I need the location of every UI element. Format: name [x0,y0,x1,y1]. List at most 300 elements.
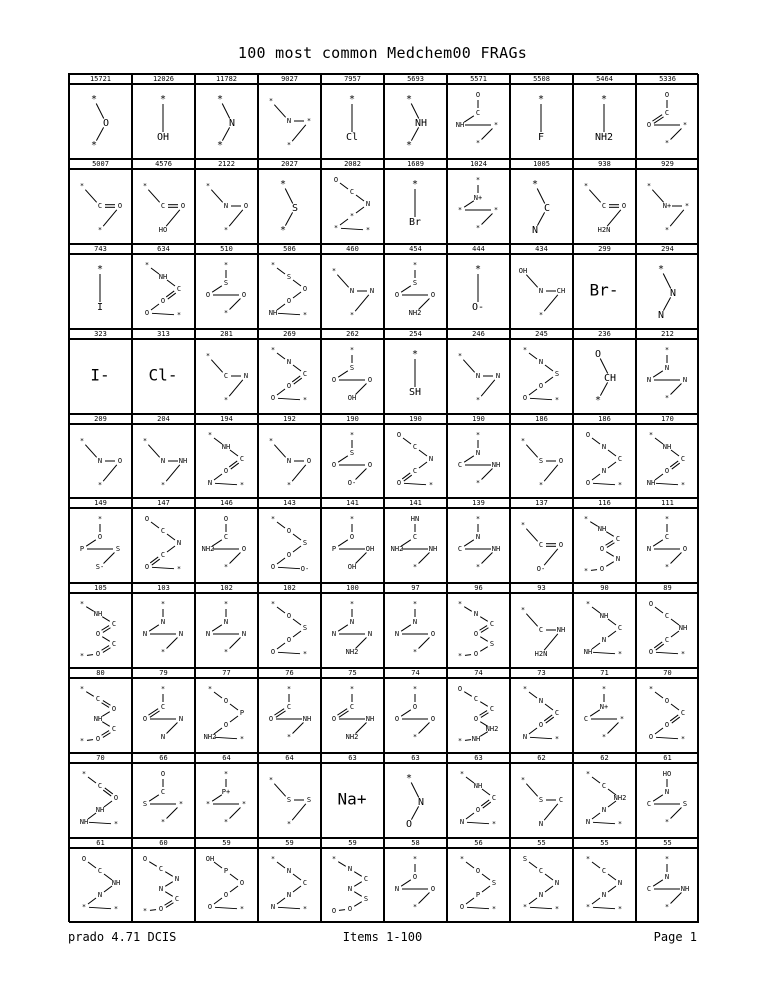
bond [356,468,367,479]
bond [338,862,346,867]
bond [411,807,418,820]
fragment-cell [447,498,510,583]
fragment-structure [511,594,572,666]
atom-label: N [394,885,400,894]
bond [356,195,364,201]
fragment-cell [636,753,699,838]
atom-label: C [412,533,418,542]
bond [165,882,173,887]
fragment-count: 80 [70,669,131,679]
atom-label: * [302,650,308,659]
atom-label: * [538,480,544,489]
bond [655,692,663,698]
bond [277,522,285,528]
atom-label: O [239,879,245,888]
bond [401,880,411,886]
fragment-cell [258,414,321,499]
atom-label: N [664,788,670,797]
atom-label: * [594,394,602,406]
atom-label: * [682,121,688,129]
fragment-cell [258,74,321,159]
fragment-structure [322,425,383,497]
fragment-count: 5336 [637,75,698,85]
atom-label: * [79,737,85,746]
atom-label: * [648,430,654,439]
fragment-structure [448,340,509,412]
fragment-count: 262 [322,330,383,340]
bond [419,893,430,904]
fragment-structure [259,509,320,581]
atom-label: N [615,555,621,564]
atom-label: NH [471,735,481,744]
bond [526,529,537,542]
bond [401,625,411,631]
bond [608,631,616,637]
atom-label: O [223,466,229,475]
bond [166,291,174,297]
bond [530,398,552,399]
atom-label: S [491,879,497,888]
bond [483,802,491,808]
fragment-count: 62 [574,754,635,764]
bond [149,625,159,631]
fragment-cell [510,244,573,329]
atom-label: * [79,181,85,190]
bond [354,902,362,907]
atom-label: * [223,260,229,269]
fragment-structure [133,85,194,157]
atom-label: C [111,620,117,629]
atom-label: * [113,820,119,829]
bond [293,534,301,540]
bond [230,638,241,649]
bond [96,103,104,118]
atom-label: * [270,600,276,609]
atom-label: * [522,345,528,354]
bond [608,450,616,456]
atom-label: N [459,818,465,827]
atom-label: * [664,855,670,864]
atom-label: P [79,545,85,554]
fragment-count: 454 [385,245,446,255]
bond [338,625,348,631]
bond [670,715,678,721]
bond [168,293,176,299]
atom-label: O [664,697,670,706]
fragment-structure [511,509,572,581]
fragment-cell [195,838,258,923]
fragment-structure [70,679,131,751]
atom-label: C [538,541,544,550]
atom-label: SH [408,386,422,398]
bond [214,898,222,904]
fragment-count: 90 [574,584,635,594]
atom-label: S [538,456,544,465]
fragment-cell [573,414,636,499]
atom-label: * [333,223,339,232]
bond [151,304,159,310]
fragment-count: 1005 [511,160,572,170]
bond [419,553,430,564]
fragment-count: 929 [637,160,698,170]
bond [481,800,489,806]
fragment-cell [384,753,447,838]
atom-label: * [412,648,418,657]
atom-label: S [349,363,355,372]
fragment-cell [636,498,699,583]
fragment-structure [322,170,383,242]
atom-label: NH [178,456,188,465]
fragment-count: 66 [133,754,194,764]
atom-label: * [302,310,308,319]
bond [88,898,96,904]
atom-label: N [669,287,677,299]
fragment-count: 139 [448,499,509,509]
fragment-structure [259,679,320,751]
atom-label: * [270,345,276,354]
bond [529,692,537,698]
bond [277,558,285,564]
atom-label: O [459,903,465,912]
atom-label: O [367,375,373,384]
fragment-count: 5464 [574,75,635,85]
fragment-count: 97 [385,584,446,594]
atom-label: * [475,139,481,147]
atom-label: N [538,357,544,366]
bond [526,444,537,457]
atom-label: * [81,903,87,912]
fragment-count: 209 [70,415,131,425]
atom-label: N [243,371,249,380]
bond [278,568,300,569]
atom-label: NH [111,879,121,888]
bond [285,188,293,203]
fragment-cell [573,74,636,159]
atom-label: S [554,369,560,378]
bond [292,464,306,480]
fragment-cell [636,583,699,668]
atom-label: O- [347,478,357,487]
bond [89,907,111,908]
bond [466,898,474,904]
fragment-count: 73 [511,669,572,679]
fragment-cell [258,583,321,668]
fragment-count: 59 [196,839,257,849]
atom-label: O [81,855,87,864]
bond [592,643,600,649]
atom-label: N [97,456,103,465]
fragment-structure [196,764,257,836]
fragment-cell [258,329,321,414]
bond [608,886,616,892]
atom-label: C [97,782,103,791]
atom-label: N [286,357,292,366]
bond [102,617,110,622]
atom-label: * [475,515,481,524]
bond [419,638,430,649]
atom-label: * [520,436,526,445]
fragment-cell [384,668,447,753]
bond [607,210,621,226]
fragment-cell [573,583,636,668]
atom-label: * [160,648,166,657]
bond [545,704,553,710]
atom-label: * [268,97,274,105]
atom-label: O [349,533,355,542]
atom-label: O [682,545,688,554]
atom-label: NH [428,545,438,554]
atom-label: C [412,442,418,451]
bond [671,704,679,710]
bond [167,723,178,734]
fragment-structure [259,85,320,157]
bond [404,475,412,481]
bond [544,715,552,721]
atom-label: * [79,652,85,661]
atom-label: * [331,266,337,275]
atom-label: * [286,480,292,489]
fragment-count: 111 [637,499,698,509]
fragment-cell [384,498,447,583]
atom-label: * [520,606,526,615]
atom-label: N [682,375,688,384]
bond [545,886,553,892]
atom-label: S [349,448,355,457]
bond [401,710,411,716]
bond [480,617,488,622]
bond [293,280,301,286]
atom-label: N [286,456,292,465]
atom-label: * [619,715,625,724]
bond [150,557,158,563]
atom-label: NH [414,118,428,129]
bond [608,619,616,625]
atom-label: N [205,630,211,639]
atom-label: * [664,225,670,234]
atom-label: OH [518,266,528,275]
atom-label: OH [347,563,357,572]
atom-label: * [600,94,608,105]
atom-label: N [142,630,148,639]
atom-label: * [475,175,481,184]
fragment-structure [574,509,635,581]
bond [537,188,545,203]
atom-label: N [538,697,544,706]
atom-label: S [302,624,308,633]
fragment-count: 11782 [196,75,257,85]
atom-label: N [531,224,539,236]
bond [215,738,237,739]
atom-label: C [538,867,544,876]
atom-label: O [117,456,123,465]
ion-label: Br- [589,280,619,300]
fragment-cell [447,668,510,753]
fragment-structure [259,170,320,242]
atom-label: O [648,600,654,609]
bond [230,553,241,564]
fragment-structure [637,340,698,412]
atom-label: O [430,630,436,639]
fragment-count: 190 [385,415,446,425]
fragment-cell [573,838,636,923]
fragment-count: 269 [259,330,320,340]
atom-label: * [617,480,623,489]
atom-label: N [286,867,292,876]
fragment-cell [510,838,573,923]
bond [356,383,367,394]
fragment-cell [384,244,447,329]
atom-label: N [286,117,292,125]
atom-label: * [97,515,103,524]
bond [464,455,474,461]
atom-label: * [617,905,623,914]
bond [655,728,663,734]
fragment-cell [636,414,699,499]
atom-label: * [160,685,166,694]
fragment-count: 506 [259,245,320,255]
atom-label: NH [268,308,278,317]
bond [231,463,239,469]
atom-label: N [270,903,276,912]
atom-label: C [160,551,166,560]
bond [671,893,682,904]
bond [294,378,302,384]
atom-label: C [475,109,481,117]
atom-label: C [95,695,101,704]
atom-label: * [554,735,560,744]
bond [152,559,160,565]
atom-label: O [286,381,292,390]
atom-label: * [601,733,607,742]
atom-label: N [601,891,607,900]
fragment-structure [322,679,383,751]
atom-label: N [538,891,544,900]
atom-label: O [648,733,654,742]
atom-label: * [664,393,670,402]
atom-label: N [178,715,184,724]
atom-label: * [459,855,465,864]
fragment-cell [510,498,573,583]
bond [151,522,159,528]
bond [544,804,558,820]
atom-label: C [160,201,166,210]
bond [464,116,474,122]
fragment-count: 460 [322,245,383,255]
fragment-cell [321,74,384,159]
atom-label: C [601,201,607,210]
fragment-count: 15721 [70,75,131,85]
atom-label: S [412,278,418,287]
atom-label: O [95,650,101,659]
atom-label: N [158,885,164,894]
atom-label: O [270,563,276,572]
atom-label: O [412,703,418,712]
fragment-cell [69,668,132,753]
fragment-count: 204 [133,415,194,425]
atom-label: NH2 [594,132,614,143]
atom-label: S [489,640,495,649]
fragment-structure [70,849,131,921]
bond [656,483,678,484]
bond [546,717,554,723]
bond [214,474,222,480]
atom-label: O [223,891,229,900]
bond [215,483,237,484]
fragment-count: 149 [70,499,131,509]
atom-label: NH2 [613,794,627,803]
fragment-count: 186 [574,415,635,425]
atom-label: * [365,225,371,234]
atom-label: C [223,371,229,380]
atom-label: O [347,905,353,914]
atom-label: * [160,600,166,609]
bond [592,438,600,444]
bond [356,638,367,649]
bond [166,464,180,480]
atom-label: HO [158,225,168,234]
bond [653,540,663,546]
bond [401,286,411,292]
bond [88,777,96,783]
fragment-structure [70,509,131,581]
fragment-structure [70,255,131,327]
atom-label: NH [662,442,672,451]
bond [148,190,159,203]
atom-label: O [599,545,605,554]
atom-label: * [79,436,85,445]
atom-label: * [412,903,418,912]
atom-label: * [457,652,463,661]
bond [672,463,680,469]
atom-label: O [160,296,166,305]
atom-label: C [457,460,463,469]
fragment-count: 62 [511,754,572,764]
bond [229,210,243,226]
bond [277,898,285,904]
fragment-count: 246 [448,330,509,340]
atom-label: * [97,225,103,234]
atom-label: NH [473,782,483,791]
fragment-count: 194 [196,415,257,425]
atom-label: O [95,735,101,744]
fragment-structure [574,170,635,242]
atom-label: * [617,820,623,829]
atom-label: * [554,395,560,404]
atom-label: C [538,626,544,635]
atom-label: O [302,284,308,293]
atom-label: * [664,345,670,354]
atom-label: S [302,539,308,548]
atom-label: * [522,685,528,694]
atom-label: P [331,545,337,554]
atom-label: NH [95,806,105,815]
fragment-count: 323 [70,330,131,340]
bond [419,450,427,456]
fragment-count: 70 [70,754,131,764]
fragment-count: 146 [196,499,257,509]
fragment-cell [447,583,510,668]
fragment-cell [510,159,573,244]
atom-label: N [176,539,182,548]
atom-label: O- [300,565,310,574]
atom-label: N [428,454,434,463]
bond [148,444,159,457]
bond [526,274,537,287]
bond [274,784,285,797]
atom-label: * [207,430,213,439]
bond [466,862,474,868]
bond [593,653,615,654]
